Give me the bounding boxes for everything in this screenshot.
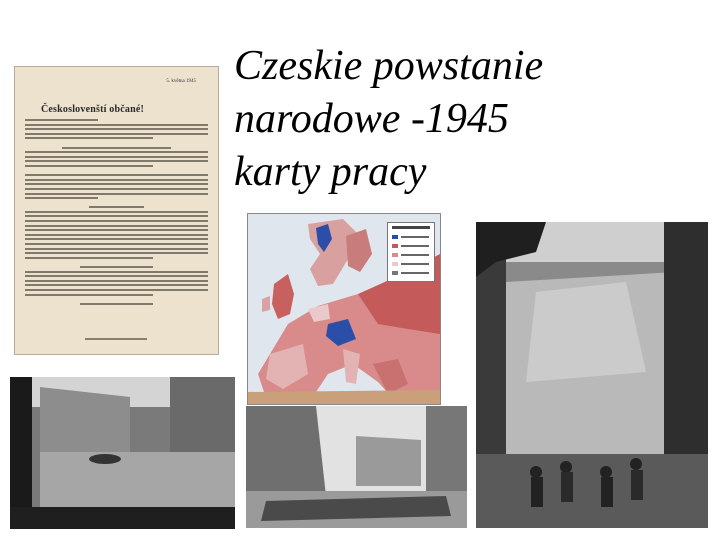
square-with-tank-photo bbox=[10, 377, 235, 529]
barricade-street-photo bbox=[246, 406, 467, 528]
document-signature bbox=[85, 338, 147, 340]
document-heading: Českoslovenští občané! bbox=[41, 104, 145, 115]
document-date: 5. května 1945 bbox=[166, 79, 196, 84]
document-body-text bbox=[25, 119, 208, 326]
prague-street-photo bbox=[476, 222, 708, 528]
europe-map-image bbox=[247, 213, 441, 405]
slide-title bbox=[234, 40, 704, 199]
proclamation-document-image bbox=[14, 66, 219, 355]
title-line-3: karty pracy bbox=[234, 149, 427, 195]
title-line-1: Czeskie powstanie bbox=[234, 43, 544, 89]
title-line-2: narodowe -1945 bbox=[234, 96, 509, 142]
map-legend bbox=[387, 222, 435, 282]
